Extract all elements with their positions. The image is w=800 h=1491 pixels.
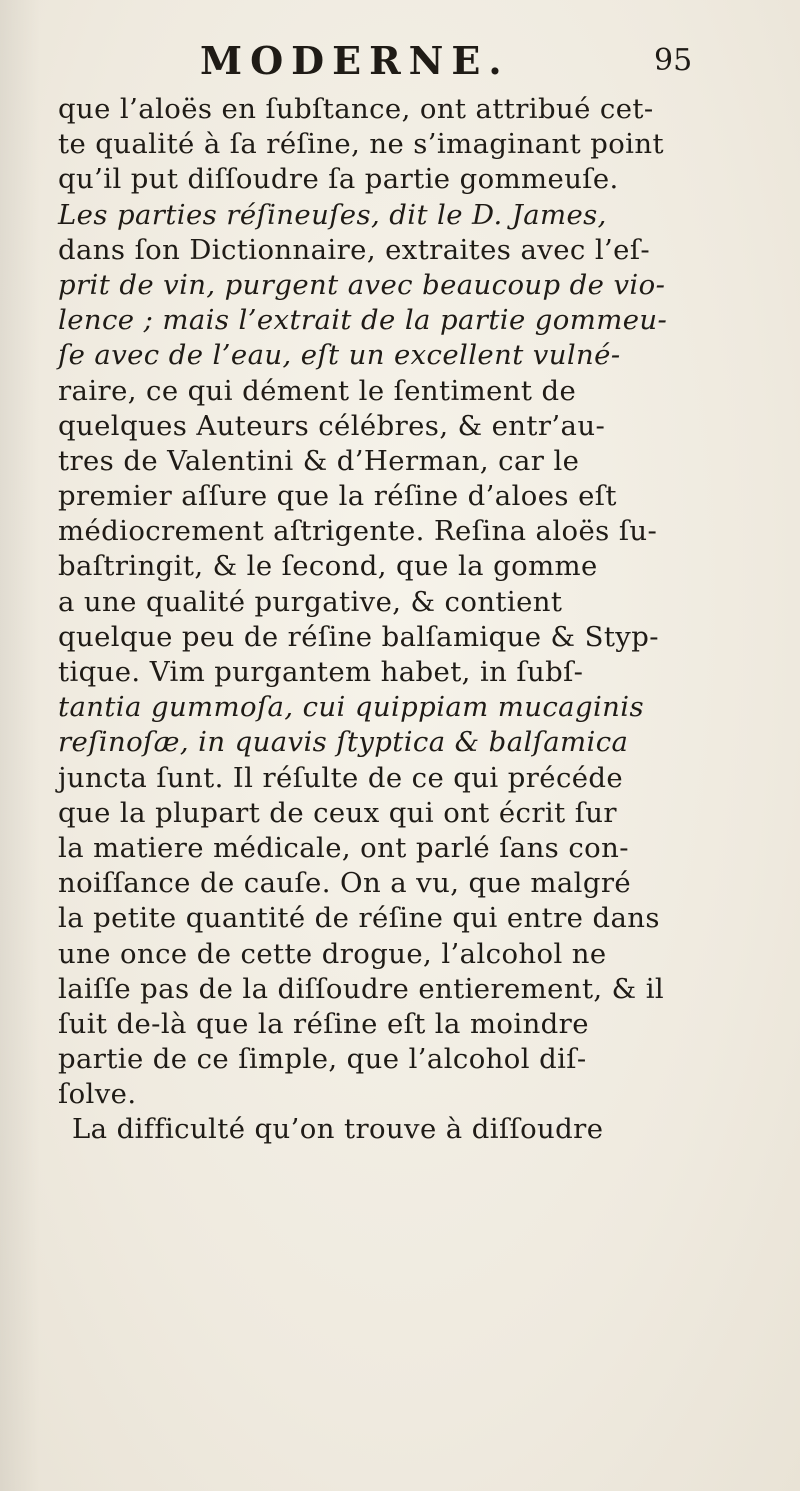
- text-line: tantia gummoſa, cui quippiam mucaginis: [58, 691, 644, 724]
- text-line: noiſſance de cauſe. On a vu, que malgré: [58, 867, 632, 900]
- text-line: te qualité à ſa réſine, ne s’imaginant point: [58, 128, 664, 161]
- text-line: tique. Vim purgantem habet, in ſubſ-: [58, 656, 584, 688]
- body-text: [58, 92, 798, 1148]
- text-line: ſolve.: [58, 1078, 137, 1111]
- text-line: quelques Auteurs célébres, & entr’au-: [58, 409, 606, 442]
- text-line: partie de ce ſimple, que l’alcohol diſ-: [58, 1043, 587, 1076]
- text-line: qu’il put diſſoudre ſa partie gommeuſe.: [58, 163, 619, 196]
- text-line: médiocrement aſtrigente. Reſina aloës ſu-: [58, 515, 658, 548]
- text-line: laiſſe pas de la diſſoudre entierement, & il: [58, 972, 665, 1005]
- text-line: lence ; mais l’extrait de la partie gommeu-: [58, 304, 668, 337]
- text-line: que l’aloës en ſubſtance, ont attribué cet-: [58, 93, 654, 125]
- text-line: reſinoſæ, in quavis ſtyptica & balſamica: [58, 726, 629, 759]
- text-line: La difficulté qu’on trouve à diſſoudre: [72, 1113, 604, 1146]
- text-line: raire, ce qui dément le ſentiment de: [58, 374, 577, 407]
- text-line: tres de Valentini & d’Herman, car le: [58, 444, 580, 477]
- text-line: ſe avec de l’eau, eſt un excellent vulné-: [58, 339, 621, 372]
- text-line: baſtringit, & le ſecond, que la gomme: [58, 550, 598, 583]
- text-line: Les parties réſineuſes, dit le D. James,: [58, 198, 607, 231]
- text-line: la petite quantité de réſine qui entre dans: [58, 902, 660, 935]
- text-line: une once de cette drogue, l’alcohol ne: [58, 937, 607, 970]
- text-line: ſuit de-là que la réſine eſt la moindre: [58, 1007, 589, 1040]
- text-line: la matiere médicale, ont parlé ſans con-: [58, 831, 629, 864]
- text-line: a une qualité purgative, & contient: [58, 585, 563, 618]
- running-title: MODERNE.: [200, 38, 510, 83]
- gutter-shadow: [0, 0, 40, 1491]
- text-line: premier aſſure que la réſine d’aloes eſt: [58, 480, 617, 513]
- text-line: dans ſon Dictionnaire, extraites avec l’eſ-: [58, 233, 651, 266]
- text-line: juncta ſunt. Il réſulte de ce qui précéde: [58, 761, 624, 794]
- page-header: [0, 38, 800, 88]
- text-line: que la plupart de ceux qui ont écrit ſur: [58, 796, 617, 829]
- text-line: quelque peu de réſine balſamique & Styp-: [58, 620, 659, 653]
- text-line: prit de vin, purgent avec beaucoup de vio-: [58, 268, 666, 301]
- page-number: 95: [654, 43, 693, 78]
